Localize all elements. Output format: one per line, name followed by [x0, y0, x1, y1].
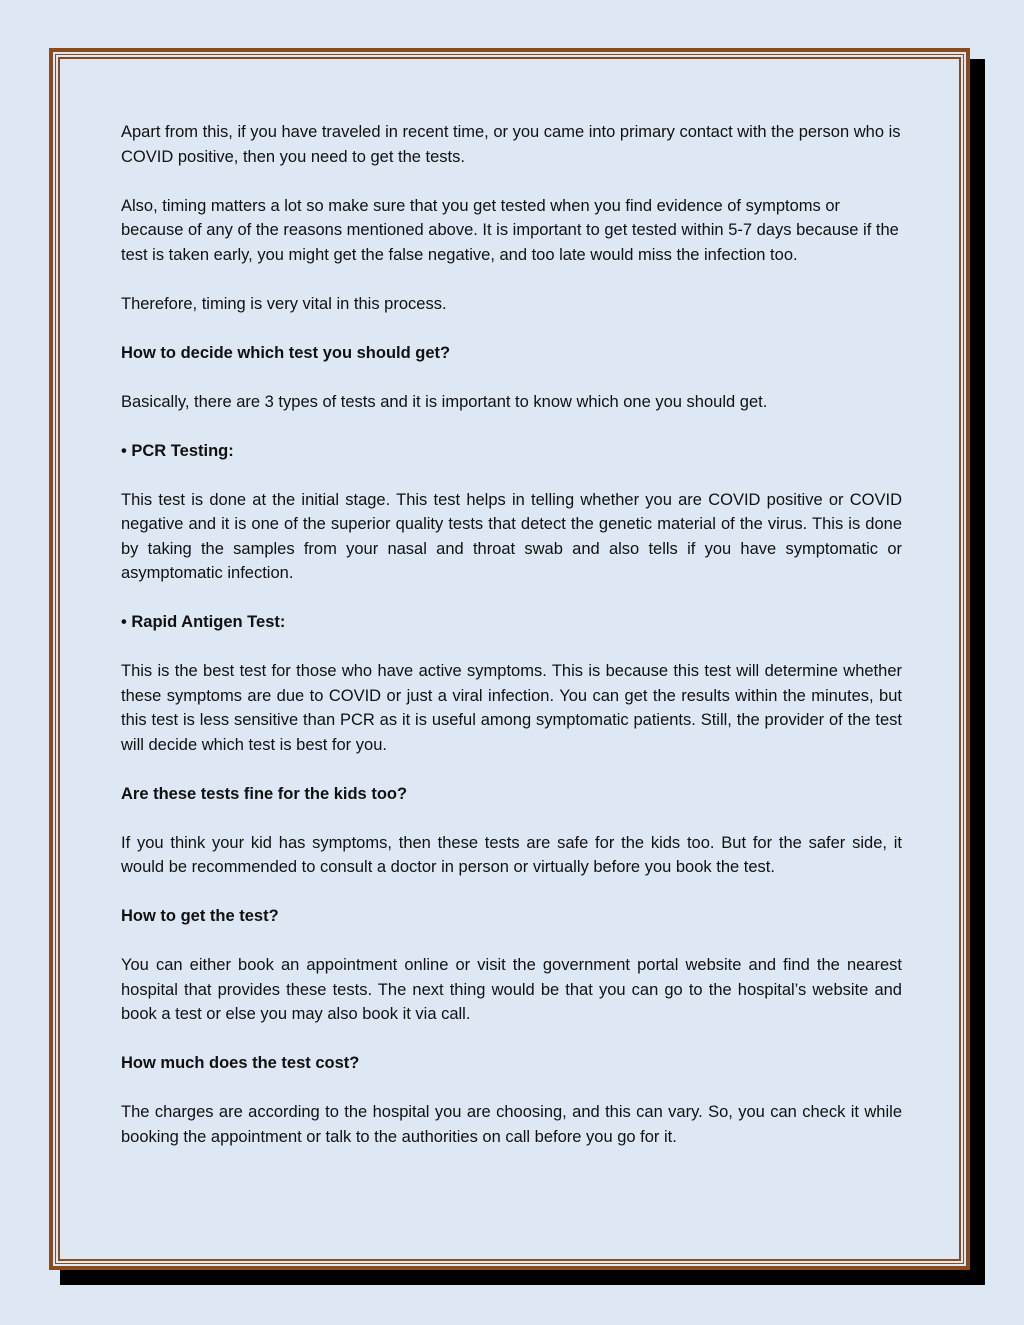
paragraph-timing-vital: Therefore, timing is very vital in this process.	[121, 294, 447, 313]
heading-pcr-testing: • PCR Testing:	[121, 441, 234, 460]
heading-which-test: How to decide which test you should get?	[121, 343, 451, 362]
heading-rapid-antigen-test: • Rapid Antigen Test:	[121, 613, 286, 631]
heading-test-cost: How much does the test cost?	[121, 1054, 360, 1072]
paragraph-rapid-antigen-description: This is the best test for those who have active symptoms. This is because this test will determine whether these symptoms are due to COVID or just a viral infection. You can get the results within the minutes, but this test is less sensitive than PCR as it is useful among symptomatic patients. Still, the provider of the test will decide which test is best for you.	[121, 662, 902, 754]
paragraph-kids-description: If you think your kid has symptoms, then these tests are safe for the kids too. But for the safer side, it would be recommended to consult a doctor in person or virtually before you book the test.	[121, 833, 902, 876]
heading-kids-tests: Are these tests fine for the kids too?	[121, 784, 408, 803]
paragraph-test-cost: The charges are according to the hospital you are choosing, and this can vary. So, you can check it while booking the appointment or talk to the authorities on call before you go for it.	[121, 1103, 902, 1146]
paragraph-timing: Also, timing matters a lot so make sure that you get tested when you find evidence of symptoms or because of any of the reasons mentioned above. It is important to get tested within 5-7 days because if the test is taken early, you might get the false negative, and too late would miss the infection too.	[121, 196, 899, 264]
paragraph-pcr-description: This test is done at the initial stage. This test helps in telling whether you are COVID positive or COVID negative and it is one of the superior quality tests that detect the genetic material of the virus. This is done by taking the samples from your nasal and throat swab and also tells if you have symptomatic or asymptomatic infection.	[121, 490, 902, 582]
paragraph-travel-contact: Apart from this, if you have traveled in recent time, or you came into primary contact with the person who is COVID positive, then you need to get the tests.	[121, 123, 901, 166]
document-body	[121, 120, 902, 1174]
paragraph-test-types: Basically, there are 3 types of tests and it is important to know which one you should get.	[121, 392, 768, 411]
paragraph-how-to-get-test: You can either book an appointment online or visit the government portal website and find the nearest hospital that provides these tests. The next thing would be that you can go to the hospital’s website and book a test or else you may also book it via call.	[121, 956, 902, 1023]
heading-how-to-get-test: How to get the test?	[121, 907, 279, 925]
